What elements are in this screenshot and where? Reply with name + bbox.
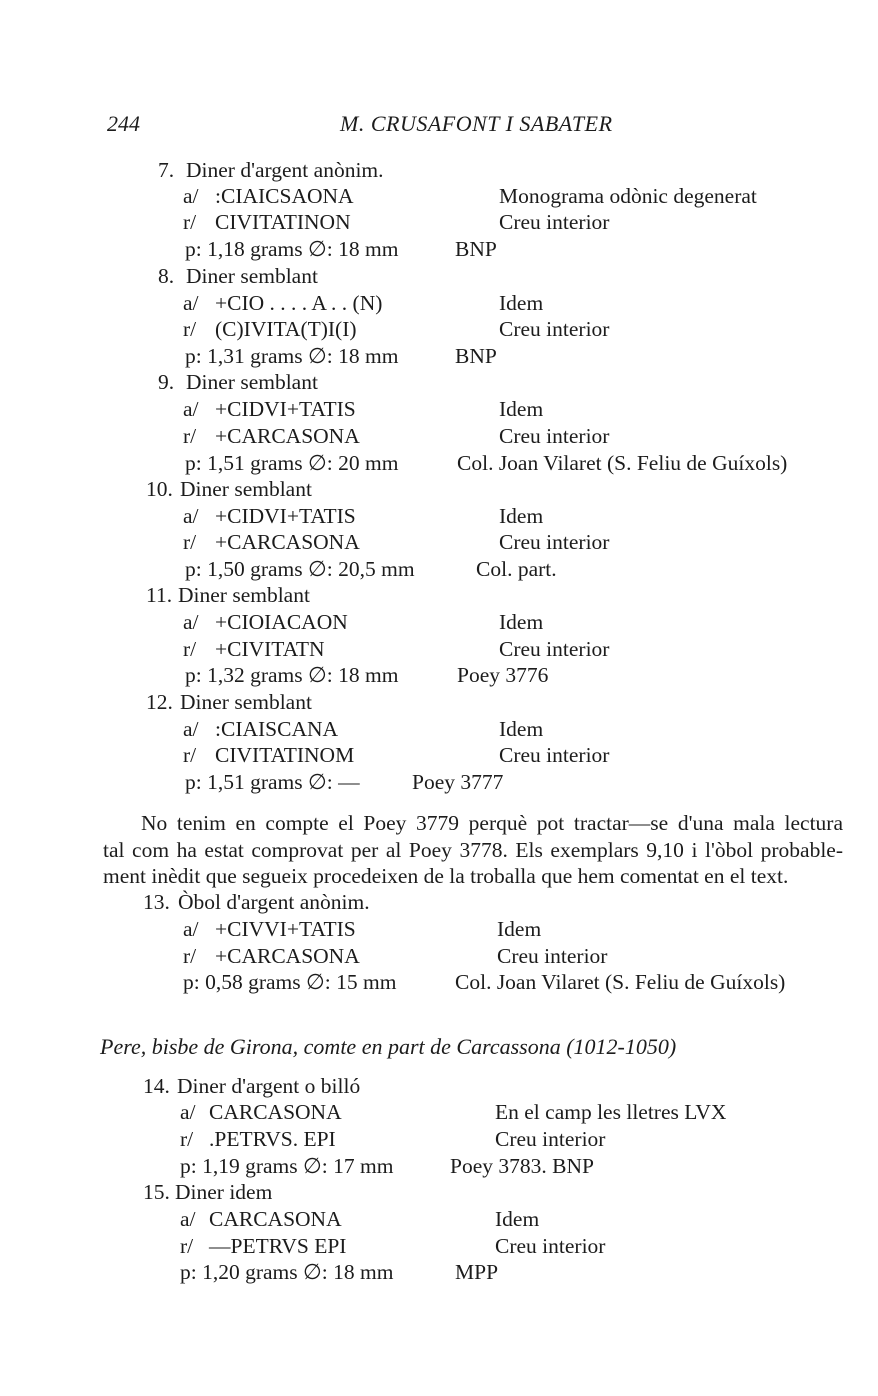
obverse-legend: +CIO . . . . A . . (N) — [215, 291, 383, 315]
obverse-description: Idem — [499, 610, 544, 634]
entry-title: Diner d'argent o billó — [177, 1074, 361, 1098]
reverse-legend: +CARCASONA — [215, 530, 360, 554]
obverse-legend: +CIDVI+TATIS — [215, 504, 356, 528]
entry-title: Diner semblant — [180, 690, 312, 714]
source: Col. Joan Vilaret (S. Feliu de Guíxols) — [457, 451, 788, 475]
weight-diameter: p: 1,19 grams ∅: 17 mm — [180, 1154, 394, 1178]
reverse-label: r/ — [183, 637, 197, 661]
obverse-description: En el camp les lletres LVX — [495, 1100, 727, 1124]
obverse-label: a/ — [180, 1207, 196, 1231]
obverse-description: Monograma odònic degenerat — [499, 184, 757, 208]
reverse-description: Creu interior — [499, 210, 610, 234]
obverse-description: Idem — [497, 917, 542, 941]
source: Poey 3776 — [457, 663, 549, 687]
obverse-legend: CARCASONA — [209, 1100, 342, 1124]
reverse-legend: +CARCASONA — [215, 944, 360, 968]
obverse-legend: +CIVVI+TATIS — [215, 917, 356, 941]
reverse-legend: +CIVITATN — [215, 637, 325, 661]
reverse-label: r/ — [183, 944, 197, 968]
entry-number: 11. — [146, 583, 173, 607]
weight-diameter: p: 1,51 grams ∅: — — [185, 770, 360, 794]
entry-number: 12. — [146, 690, 173, 714]
page-header — [0, 111, 878, 141]
source: Col. part. — [476, 557, 557, 581]
reverse-label: r/ — [183, 210, 197, 234]
entry-number: 10. — [146, 477, 173, 501]
page-number: 244 — [107, 111, 140, 136]
entry-number: 7. — [158, 158, 175, 182]
obverse-label: a/ — [183, 504, 199, 528]
entry-number: 14. — [143, 1074, 170, 1098]
entry-title: Diner semblant — [186, 264, 318, 288]
weight-diameter: p: 1,50 grams ∅: 20,5 mm — [185, 557, 415, 581]
entry-number: 15. — [143, 1180, 170, 1204]
obverse-label: a/ — [183, 397, 199, 421]
obverse-description: Idem — [499, 717, 544, 741]
entry-number: 13. — [143, 890, 170, 914]
obverse-description: Idem — [499, 291, 544, 315]
note-line: tal com ha estat comprovat per al Poey 3778. Els exemplars 9,10 i l'òbol probable- — [103, 837, 843, 862]
obverse-description: Idem — [495, 1207, 540, 1231]
reverse-legend: (C)IVITA(T)I(I) — [215, 317, 357, 341]
reverse-legend: CIVITATINON — [215, 210, 351, 234]
reverse-label: r/ — [180, 1127, 194, 1151]
reverse-description: Creu interior — [499, 317, 610, 341]
reverse-description: Creu interior — [495, 1234, 606, 1258]
note-paragraph — [103, 810, 843, 890]
source: BNP — [455, 344, 497, 368]
obverse-label: a/ — [183, 917, 199, 941]
obverse-legend: +CIOIACAON — [215, 610, 348, 634]
reverse-legend: +CARCASONA — [215, 424, 360, 448]
entry-title: Diner d'argent anònim. — [186, 158, 384, 182]
source: Poey 3777 — [412, 770, 504, 794]
reverse-label: r/ — [183, 530, 197, 554]
reverse-legend: .PETRVS. EPI — [209, 1127, 336, 1151]
note-line: No tenim en compte el Poey 3779 perquè pot tractar—se d'una mala lectura — [141, 811, 843, 835]
reverse-legend: CIVITATINOM — [215, 743, 355, 767]
entry-title: Diner semblant — [186, 370, 318, 394]
reverse-description: Creu interior — [499, 743, 610, 767]
weight-diameter: p: 0,58 grams ∅: 15 mm — [183, 970, 397, 994]
weight-diameter: p: 1,32 grams ∅: 18 mm — [185, 663, 399, 687]
reverse-label: r/ — [183, 424, 197, 448]
obverse-legend: +CIDVI+TATIS — [215, 397, 356, 421]
entry-number: 9. — [158, 370, 175, 394]
entry-title: Òbol d'argent anònim. — [178, 890, 370, 914]
entry-title: Diner idem — [175, 1180, 273, 1204]
reverse-description: Creu interior — [495, 1127, 606, 1151]
weight-diameter: p: 1,31 grams ∅: 18 mm — [185, 344, 399, 368]
reverse-legend: —PETRVS EPI — [209, 1234, 347, 1258]
source: Col. Joan Vilaret (S. Feliu de Guíxols) — [455, 970, 786, 994]
reverse-label: r/ — [180, 1234, 194, 1258]
entry-title: Diner semblant — [178, 583, 310, 607]
source: Poey 3783. BNP — [450, 1154, 594, 1178]
obverse-legend: :CIAISCANA — [215, 717, 339, 741]
obverse-description: Idem — [499, 397, 544, 421]
reverse-label: r/ — [183, 317, 197, 341]
obverse-label: a/ — [183, 717, 199, 741]
reverse-description: Creu interior — [499, 637, 610, 661]
reverse-description: Creu interior — [497, 944, 608, 968]
reverse-label: r/ — [183, 743, 197, 767]
obverse-legend: CARCASONA — [209, 1207, 342, 1231]
entry-number: 8. — [158, 264, 175, 288]
weight-diameter: p: 1,20 grams ∅: 18 mm — [180, 1260, 394, 1284]
running-head: M. CRUSAFONT I SABATER — [340, 111, 613, 136]
obverse-legend: :CIAICSAONA — [215, 184, 354, 208]
weight-diameter: p: 1,51 grams ∅: 20 mm — [185, 451, 399, 475]
note-line: ment inèdit que segueix procedeixen de la troballa que hem comentat en el text. — [103, 864, 789, 888]
obverse-label: a/ — [183, 291, 199, 315]
obverse-label: a/ — [180, 1100, 196, 1124]
reverse-description: Creu interior — [499, 424, 610, 448]
source: MPP — [455, 1260, 499, 1284]
obverse-label: a/ — [183, 610, 199, 634]
obverse-description: Idem — [499, 504, 544, 528]
section-heading: Pere, bisbe de Girona, comte en part de Carcassona (1012-1050) — [100, 1034, 677, 1059]
obverse-label: a/ — [183, 184, 199, 208]
entry-title: Diner semblant — [180, 477, 312, 501]
weight-diameter: p: 1,18 grams ∅: 18 mm — [185, 237, 399, 261]
reverse-description: Creu interior — [499, 530, 610, 554]
source: BNP — [455, 237, 497, 261]
